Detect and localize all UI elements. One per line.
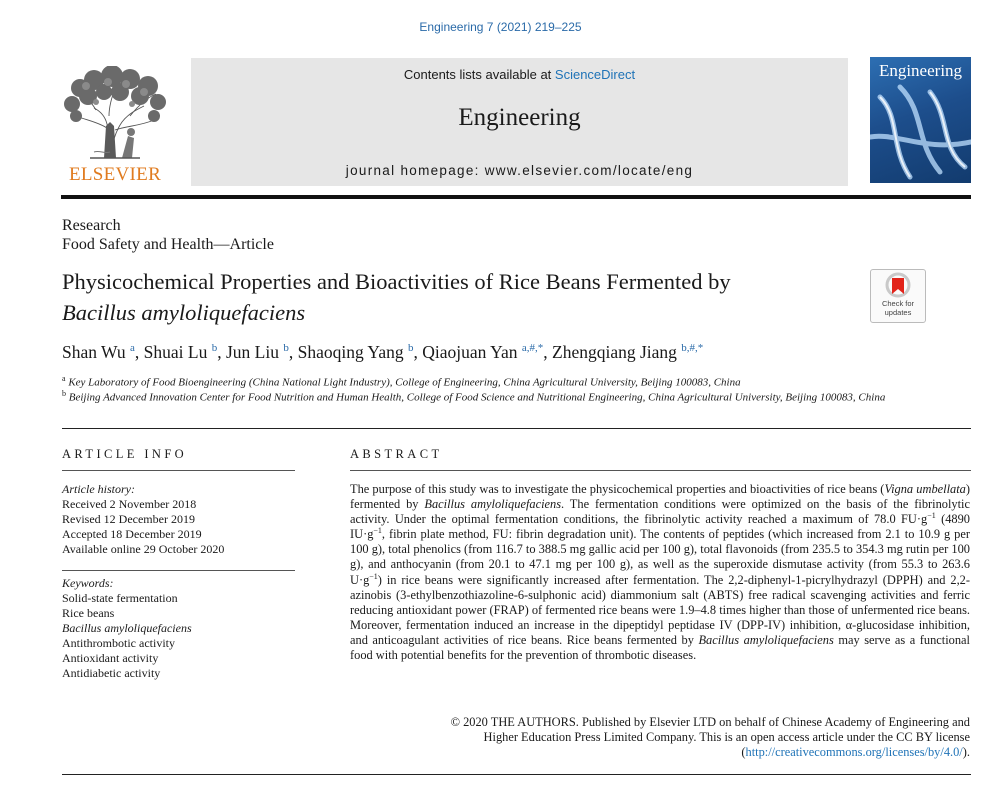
abstract-superscript: −1 [373, 526, 382, 536]
keyword-item: Rice beans [62, 606, 115, 620]
license-link[interactable]: http://creativecommons.org/licenses/by/4.0/ [745, 745, 963, 760]
author-affiliation-marker[interactable]: b [283, 342, 289, 355]
history-online: Available online 29 October 2020 [62, 542, 225, 556]
author-affiliation-marker[interactable]: b [211, 342, 218, 355]
contents-line [191, 67, 848, 82]
affiliation-divider [62, 428, 971, 429]
author-affiliation-marker[interactable]: a [130, 342, 135, 355]
affiliation-text: Key Laboratory of Food Bioengineering (China National Light Industry), College of Engineering, China Agricultural University, Beijing 100083, China [68, 376, 741, 389]
affiliation-b [62, 389, 885, 404]
check-for-updates-button[interactable] [870, 269, 926, 323]
history-label: Article history: [62, 482, 135, 496]
elsevier-logo [60, 66, 170, 184]
license-line [350, 745, 970, 760]
header-divider [61, 195, 971, 199]
check-updates-icon [871, 270, 925, 300]
author-name[interactable]: Qiaojuan Yan [422, 342, 518, 362]
abstract-species: Bacillus amyloliquefaciens [424, 497, 562, 512]
abstract-text: The purpose of this study was to investigate the physicochemical properties and bioactivities of rice beans ( [350, 482, 885, 496]
article-history [62, 482, 224, 557]
affiliation-a [62, 374, 741, 389]
abstract-text: ) fermented by [350, 482, 970, 512]
elsevier-wordmark: ELSEVIER [68, 164, 162, 185]
article-info-divider [62, 470, 295, 471]
journal-name: Engineering [458, 104, 581, 131]
contents-prefix: Contents lists available at [403, 67, 555, 82]
abstract-superscript: −1 [369, 571, 378, 581]
abstract-text: , fibrin plate method, FU: fibrin degradation unit). The contents of peptides (which increased from 2.1 to 10.9 g per 100 g), total phenolics (from 116.7 to 388.5 mg gallic acid per 100 g), total flavonoids (from 235.5 to 354.3 mg rutin per 100 g), and anthocyanin (from 20.1 to 47.1 mg per 100 g), as well as the superoxide dismutase activity (from 55.3 to 263.6 U·g [350, 527, 970, 587]
keyword-item: Antioxidant activity [62, 651, 159, 665]
abstract-heading: ABSTRACT [350, 447, 443, 461]
history-accepted: Accepted 18 December 2019 [62, 527, 202, 541]
keywords [62, 576, 192, 681]
abstract-text: may serve as a functional food with potential benefits for the prevention of thrombotic diseases. [350, 632, 970, 663]
affiliation-marker: a [62, 374, 66, 383]
journal-cover [870, 57, 971, 183]
keyword-item: Antithrombotic activity [62, 636, 175, 650]
article-title [62, 266, 862, 328]
abstract-text: . The fermentation conditions were optimized on the basis of the fibrinolytic activity. Under the optimal fermentation conditions, the fibrinolytic activity reached a maximum of 78.0 FU·g [350, 497, 971, 527]
author-name[interactable]: Shuai Lu [143, 342, 208, 362]
keyword-item: Solid-state fermentation [62, 591, 178, 605]
keyword-item: Antidiabetic activity [62, 666, 161, 680]
abstract-superscript: −1 [927, 511, 936, 521]
check-updates-label: Check for updates [881, 299, 915, 317]
abstract-text: (4890 IU·g [350, 512, 970, 542]
author-affiliation-marker[interactable]: b,#,* [681, 342, 704, 355]
affiliation-marker: b [62, 389, 66, 398]
author-name[interactable]: Jun Liu [225, 342, 279, 362]
abstract-species: Bacillus amyloliquefaciens [698, 632, 834, 647]
journal-citation: Engineering 7 (2021) 219–225 [419, 20, 582, 34]
copyright-notice [350, 715, 970, 760]
copyright-line-2: Higher Education Press Limited Company. This is an open access article under the CC BY license [483, 730, 970, 745]
abstract-text: ) in rice beans were significantly increased after fermentation. The 2,2-diphenyl-1-picrylhydrazyl (DPPH) and 2,2-azinobis (3-ethylbenzothiazoline-6-sulphonic acid) diammonium salt (ABTS) free radical scavenging activities and ferric reducing antioxidant power (FRAP) of fermented rice beans were 1.9–4.8 times higher than those of unfermented rice beans. Moreover, fermentation induced an increase in the dipeptidyl peptidase IV (DPP-IV) inhibition, α-glucosidase inhibition, and anticoagulant activities of rice beans. Rice beans fermented by [350, 572, 970, 647]
copyright-line-1: © 2020 THE AUTHORS. Published by Elsevier LTD on behalf of Chinese Academy of Engineering and [450, 715, 970, 729]
article-subcategory: Food Safety and Health—Article [62, 236, 274, 253]
history-revised: Revised 12 December 2019 [62, 512, 195, 526]
title-line-2 [62, 297, 862, 328]
article-category: Research [62, 217, 121, 234]
sciencedirect-link[interactable]: ScienceDirect [554, 67, 636, 82]
license-bracket: ( [741, 745, 746, 760]
title-line-1: Physicochemical Properties and Bioactivities of Rice Beans Fermented by [62, 269, 731, 294]
license-bracket: ). [962, 745, 970, 760]
keywords-divider [62, 570, 295, 571]
cover-title: Engineering [878, 61, 963, 80]
author-list: Shan Wu $^a$, Shuai Lu $^b$, Jun Liu $^b$, Shaoqing Yang $^b$, Qiaojuan Yan $^{a,\#,*}$, Zhengqiang Jiang $^{b,\#,*}$ [62, 342, 704, 362]
journal-homepage[interactable]: journal homepage: www.elsevier.com/locate/eng [345, 163, 694, 178]
author-name[interactable]: Shan Wu [62, 342, 126, 362]
history-received: Received 2 November 2018 [62, 497, 197, 511]
title-species: Bacillus amyloliquefaciens [62, 300, 306, 325]
author-affiliation-marker[interactable]: b [407, 342, 414, 355]
author-name[interactable]: Zhengqiang Jiang [552, 342, 677, 362]
abstract-body [350, 482, 970, 663]
abstract-species: Vigna umbellata [884, 482, 966, 496]
article-info-heading: ARTICLE INFO [62, 447, 188, 461]
keyword-item: Bacillus amyloliquefaciens [62, 621, 192, 635]
abstract-divider [350, 470, 971, 471]
footer-divider [62, 774, 971, 775]
author-affiliation-marker[interactable]: a,#,* [521, 342, 544, 355]
affiliation-text: Beijing Advanced Innovation Center for Food Nutrition and Human Health, College of Food Science and Nutritional Engineering, China Agricultural University, Beijing 100083, China [68, 391, 886, 404]
keywords-label: Keywords: [62, 576, 114, 590]
author-name[interactable]: Shaoqing Yang [297, 342, 404, 362]
